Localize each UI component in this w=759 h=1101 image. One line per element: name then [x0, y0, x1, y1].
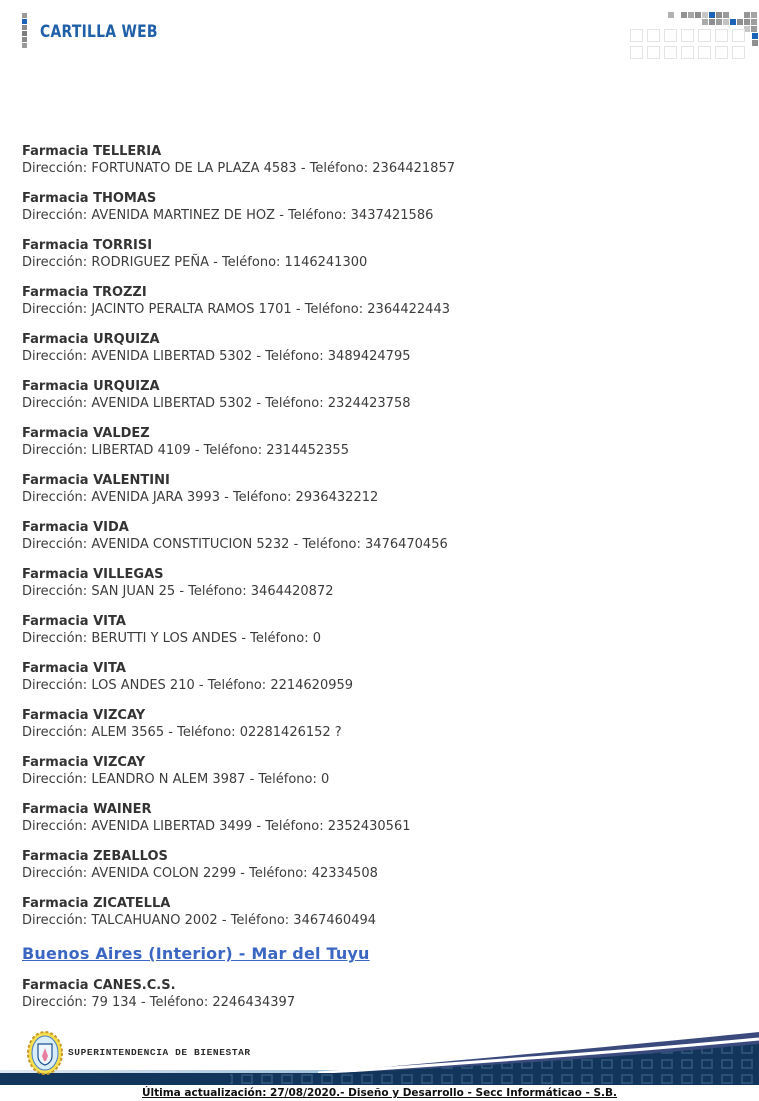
- address-label: Dirección:: [22, 631, 88, 646]
- pharmacy-entry: [22, 977, 739, 1011]
- pharmacy-list-b: [22, 977, 739, 1011]
- page-footer: [0, 1028, 759, 1101]
- address-label: Dirección:: [22, 678, 88, 693]
- phone-label: Teléfono:: [309, 161, 369, 176]
- phone-label: Teléfono:: [258, 772, 317, 787]
- pharmacy-name: Farmacia URQUIZA: [22, 379, 160, 394]
- section-heading-link[interactable]: Buenos Aires (Interior) - Mar del Tuyu: [22, 944, 370, 963]
- phone-label: Teléfono:: [177, 725, 236, 740]
- phone-value: 2364422443: [367, 302, 450, 317]
- pharmacy-name: Farmacia THOMAS: [22, 191, 157, 206]
- pharmacy-directory: [0, 60, 759, 1011]
- pharmacy-name: Farmacia WAINER: [22, 802, 152, 817]
- phone-value: 3489424795: [327, 349, 411, 364]
- pharmacy-name: Farmacia VIZCAY: [22, 708, 146, 723]
- page-title: CARTILLA WEB: [40, 22, 158, 42]
- phone-value: 2324423758: [327, 396, 411, 411]
- pharmacy-detail: [22, 724, 739, 741]
- address-value: 79 134: [91, 995, 137, 1010]
- phone-label: Teléfono:: [265, 396, 324, 411]
- phone-label: Teléfono:: [288, 208, 347, 223]
- pharmacy-entry: [22, 425, 739, 459]
- phone-value: 0: [321, 772, 330, 787]
- separator-dash: -: [249, 772, 255, 787]
- phone-label: Teléfono:: [221, 255, 281, 270]
- separator-dash: -: [198, 678, 204, 693]
- pharmacy-name: Farmacia VIZCAY: [22, 755, 146, 770]
- pharmacy-name: Farmacia VALENTINI: [22, 473, 170, 488]
- pharmacy-entry: [22, 895, 739, 929]
- pharmacy-entry: [22, 472, 739, 506]
- pharmacy-detail: [22, 677, 739, 694]
- separator-dash: -: [241, 631, 247, 646]
- separator-dash: -: [256, 396, 262, 411]
- address-value: AVENIDA JARA 3993: [91, 490, 220, 505]
- separator-dash: -: [194, 443, 200, 458]
- pharmacy-name: Farmacia TORRISI: [22, 238, 153, 253]
- pharmacy-detail: [22, 865, 739, 882]
- address-label: Dirección:: [22, 396, 88, 411]
- phone-label: Teléfono:: [265, 819, 324, 834]
- pharmacy-name: Farmacia ZEBALLOS: [22, 849, 168, 864]
- pharmacy-detail: [22, 771, 739, 788]
- address-label: Dirección:: [22, 584, 88, 599]
- pharmacy-detail: [22, 301, 739, 318]
- address-value: ALEM 3565: [91, 725, 165, 740]
- address-value: LIBERTAD 4109: [91, 443, 191, 458]
- pharmacy-name: Farmacia TELLERIA: [22, 144, 162, 159]
- pharmacy-entry: [22, 519, 739, 553]
- separator-dash: -: [256, 349, 262, 364]
- pharmacy-detail: [22, 583, 739, 600]
- phone-label: Teléfono:: [203, 443, 263, 458]
- phone-value: 2352430561: [327, 819, 411, 834]
- pharmacy-entry: [22, 378, 739, 412]
- address-value: JACINTO PERALTA RAMOS 1701: [91, 302, 292, 317]
- phone-value: 2246434397: [212, 995, 296, 1010]
- pharmacy-name: Farmacia VALDEZ: [22, 426, 150, 441]
- pharmacy-entry: [22, 566, 739, 600]
- pharmacy-detail: [22, 442, 739, 459]
- phone-value: 42334508: [311, 866, 378, 881]
- footer-update-text: Última actualización: 27/08/2020.- Diseño y Desarrollo - Secc Informáticao - S.B.: [141, 1087, 618, 1099]
- pharmacy-detail: [22, 207, 739, 224]
- pharmacy-entry: [22, 284, 739, 318]
- pharmacy-detail: [22, 489, 739, 506]
- address-label: Dirección:: [22, 208, 88, 223]
- pharmacy-name: Farmacia VITA: [22, 614, 126, 629]
- address-value: FORTUNATO DE LA PLAZA 4583: [91, 161, 297, 176]
- phone-label: Teléfono:: [207, 678, 267, 693]
- address-value: AVENIDA CONSTITUCION 5232: [91, 537, 290, 552]
- phone-value: 3476470456: [365, 537, 448, 552]
- phone-label: Teléfono:: [232, 490, 292, 505]
- pharmacy-entry: [22, 613, 739, 647]
- phone-label: Teléfono:: [188, 584, 247, 599]
- address-label: Dirección:: [22, 161, 88, 176]
- separator-dash: -: [168, 725, 173, 740]
- address-value: TALCAHUANO 2002: [91, 913, 218, 928]
- pharmacy-entry: [22, 801, 739, 835]
- address-label: Dirección:: [22, 490, 88, 505]
- pharmacy-detail: [22, 536, 739, 553]
- pharmacy-entry: [22, 331, 739, 365]
- address-value: AVENIDA MARTINEZ DE HOZ: [91, 208, 276, 223]
- pharmacy-entry: [22, 707, 739, 741]
- organization-name: SUPERINTENDENCIA DE BIENESTAR: [68, 1047, 251, 1058]
- pharmacy-detail: [22, 818, 739, 835]
- address-value: RODRIGUEZ PEÑA: [91, 255, 209, 270]
- pharmacy-entry: [22, 143, 739, 177]
- address-label: Dirección:: [22, 725, 88, 740]
- phone-value: 3437421586: [350, 208, 434, 223]
- phone-label: Teléfono:: [250, 631, 309, 646]
- address-label: Dirección:: [22, 255, 88, 270]
- phone-label: Teléfono:: [230, 913, 290, 928]
- pharmacy-name: Farmacia VILLEGAS: [22, 567, 164, 582]
- pharmacy-detail: [22, 994, 739, 1011]
- pharmacy-name: Farmacia CANES.C.S.: [22, 978, 176, 993]
- separator-dash: -: [224, 490, 229, 505]
- separator-dash: -: [293, 537, 299, 552]
- phone-value: 3464420872: [250, 584, 334, 599]
- pharmacy-name: Farmacia VITA: [22, 661, 126, 676]
- pharmacy-name: Farmacia TROZZI: [22, 285, 147, 300]
- address-label: Dirección:: [22, 349, 88, 364]
- address-value: LOS ANDES 210: [91, 678, 195, 693]
- address-value: LEANDRO N ALEM 3987: [91, 772, 246, 787]
- separator-dash: -: [279, 208, 284, 223]
- separator-dash: -: [213, 255, 218, 270]
- address-value: AVENIDA COLON 2299: [91, 866, 237, 881]
- pharmacy-list-a: [22, 143, 739, 929]
- pharmacy-detail: [22, 254, 739, 271]
- address-label: Dirección:: [22, 443, 88, 458]
- phone-label: Teléfono:: [302, 537, 361, 552]
- address-label: Dirección:: [22, 537, 88, 552]
- separator-dash: -: [300, 161, 306, 176]
- address-value: SAN JUAN 25: [91, 584, 176, 599]
- phone-label: Teléfono:: [265, 349, 324, 364]
- phone-value: 2314452355: [266, 443, 349, 458]
- pharmacy-detail: [22, 160, 739, 177]
- address-label: Dirección:: [22, 913, 88, 928]
- pharmacy-detail: [22, 395, 739, 412]
- pharmacy-detail: [22, 630, 739, 647]
- pharmacy-entry: [22, 237, 739, 271]
- phone-value: 0: [312, 631, 322, 646]
- phone-label: Teléfono:: [149, 995, 209, 1010]
- phone-value: 2214620959: [270, 678, 354, 693]
- separator-dash: -: [221, 913, 227, 928]
- separator-dash: -: [140, 995, 146, 1010]
- page-header: [0, 0, 759, 60]
- pharmacy-detail: [22, 348, 739, 365]
- phone-value: 1146241300: [284, 255, 368, 270]
- address-value: AVENIDA LIBERTAD 5302: [91, 349, 253, 364]
- phone-value: 02281426152 ?: [239, 725, 342, 740]
- address-label: Dirección:: [22, 819, 88, 834]
- pharmacy-name: Farmacia URQUIZA: [22, 332, 160, 347]
- pharmacy-detail: [22, 912, 739, 929]
- address-label: Dirección:: [22, 866, 88, 881]
- superintendencia-crest-icon: [26, 1030, 64, 1076]
- phone-label: Teléfono:: [249, 866, 308, 881]
- separator-dash: -: [256, 819, 262, 834]
- separator-dash: -: [179, 584, 185, 599]
- phone-value: 2364421857: [372, 161, 455, 176]
- address-value: AVENIDA LIBERTAD 5302: [91, 396, 253, 411]
- address-label: Dirección:: [22, 995, 88, 1010]
- phone-value: 3467460494: [293, 913, 377, 928]
- separator-dash: -: [240, 866, 245, 881]
- pharmacy-entry: [22, 848, 739, 882]
- address-label: Dirección:: [22, 772, 88, 787]
- separator-dash: -: [295, 302, 301, 317]
- phone-value: 2936432212: [295, 490, 379, 505]
- pharmacy-entry: [22, 660, 739, 694]
- pharmacy-entry: [22, 190, 739, 224]
- address-value: BERUTTI Y LOS ANDES: [91, 631, 238, 646]
- pharmacy-entry: [22, 754, 739, 788]
- pharmacy-name: Farmacia VIDA: [22, 520, 129, 535]
- address-value: AVENIDA LIBERTAD 3499: [91, 819, 253, 834]
- address-label: Dirección:: [22, 302, 88, 317]
- phone-label: Teléfono:: [304, 302, 364, 317]
- pharmacy-name: Farmacia ZICATELLA: [22, 896, 171, 911]
